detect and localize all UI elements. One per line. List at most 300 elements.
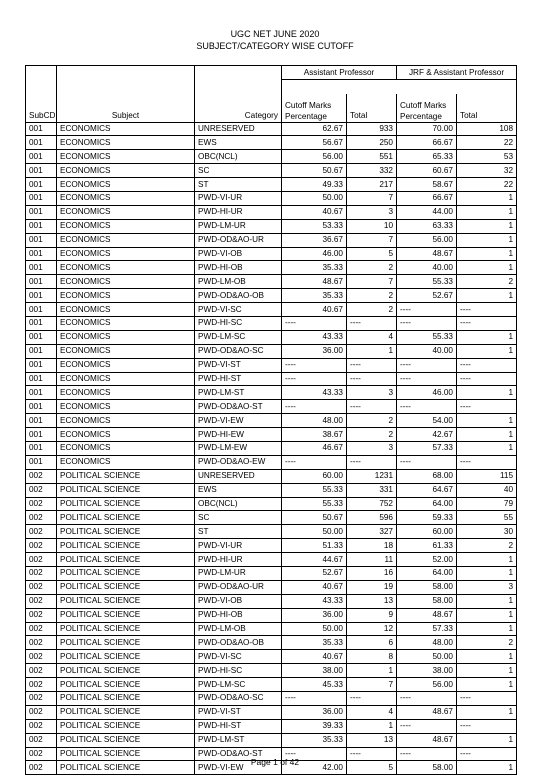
cell-total-ap: 4	[347, 705, 397, 719]
table-row	[26, 414, 517, 428]
cell-category: PWD-VI-OB	[195, 594, 282, 608]
cell-total-jrf: 3	[457, 580, 517, 594]
cell-total-jrf: 1	[457, 678, 517, 692]
table-row	[26, 372, 517, 386]
cell-cutoff-ap: 50.00	[282, 622, 347, 636]
cell-cutoff-jrf: 40.00	[397, 344, 457, 358]
cell-subcd: 001	[26, 205, 57, 219]
cell-subject: ECONOMICS	[57, 330, 195, 344]
cell-subject: ECONOMICS	[57, 247, 195, 261]
table-row	[26, 719, 517, 733]
cell-subject: POLITICAL SCIENCE	[57, 469, 195, 483]
cell-cutoff-jrf: 48.67	[397, 247, 457, 261]
cell-cutoff-jrf: ----	[397, 692, 457, 706]
cell-cutoff-jrf: 50.00	[397, 650, 457, 664]
cell-subcd: 002	[26, 719, 57, 733]
cell-total-ap: 7	[347, 233, 397, 247]
cell-subject: POLITICAL SCIENCE	[57, 497, 195, 511]
cell-total-ap: 7	[347, 678, 397, 692]
cell-subject: POLITICAL SCIENCE	[57, 650, 195, 664]
cell-cutoff-jrf: 64.00	[397, 567, 457, 581]
cell-total-ap: 7	[347, 191, 397, 205]
cell-total-jrf: 1	[457, 733, 517, 747]
column-header-cutoff-ap: Cutoff Marks Percentage	[282, 94, 347, 122]
column-header-category: Category	[195, 94, 282, 122]
cell-subcd: 002	[26, 483, 57, 497]
cell-total-jrf: 30	[457, 525, 517, 539]
cell-total-jrf: 1	[457, 233, 517, 247]
cell-total-jrf: ----	[457, 747, 517, 761]
cell-cutoff-ap: 43.33	[282, 330, 347, 344]
cell-total-ap: 12	[347, 622, 397, 636]
cell-subject: POLITICAL SCIENCE	[57, 719, 195, 733]
cell-subject: ECONOMICS	[57, 275, 195, 289]
cell-total-jrf: ----	[457, 303, 517, 317]
cell-total-ap: ----	[347, 316, 397, 330]
cell-category: PWD-LM-ST	[195, 733, 282, 747]
cell-subcd: 002	[26, 733, 57, 747]
cell-cutoff-ap: 38.00	[282, 664, 347, 678]
cell-total-jrf: 1	[457, 261, 517, 275]
cell-total-ap: 2	[347, 261, 397, 275]
cell-cutoff-jrf: 60.00	[397, 525, 457, 539]
cell-cutoff-ap: 43.33	[282, 386, 347, 400]
cell-total-jrf: 108	[457, 122, 517, 136]
cell-category: PWD-HI-UR	[195, 205, 282, 219]
cell-category: ST	[195, 525, 282, 539]
cell-total-jrf: 2	[457, 539, 517, 553]
table-row	[26, 636, 517, 650]
table-row	[26, 692, 517, 706]
column-header-cutoff-jrf: Cutoff Marks Percentage	[397, 94, 457, 122]
table-row	[26, 511, 517, 525]
cell-total-ap: 2	[347, 428, 397, 442]
table-row	[26, 136, 517, 150]
cell-subcd: 002	[26, 678, 57, 692]
cell-cutoff-ap: 38.67	[282, 428, 347, 442]
page-footer: Page 1 of 42	[250, 757, 300, 767]
cell-subcd: 001	[26, 233, 57, 247]
cell-category: PWD-HI-SC	[195, 316, 282, 330]
cell-total-jrf: 1	[457, 219, 517, 233]
cell-subcd: 001	[26, 386, 57, 400]
cell-total-ap: 327	[347, 525, 397, 539]
header-spacer	[195, 66, 282, 95]
cell-category: PWD-VI-UR	[195, 191, 282, 205]
cell-cutoff-jrf: 57.33	[397, 622, 457, 636]
cell-total-jrf: 1	[457, 441, 517, 455]
cell-cutoff-ap: 40.67	[282, 580, 347, 594]
table-row	[26, 580, 517, 594]
header-spacer	[282, 80, 517, 95]
cell-total-ap: 3	[347, 205, 397, 219]
cell-subcd: 001	[26, 316, 57, 330]
table-row	[26, 261, 517, 275]
cell-cutoff-jrf: 64.00	[397, 497, 457, 511]
cell-category: PWD-HI-ST	[195, 372, 282, 386]
cell-subcd: 002	[26, 622, 57, 636]
cell-cutoff-jrf: 65.33	[397, 150, 457, 164]
cell-subject: POLITICAL SCIENCE	[57, 553, 195, 567]
cell-subject: POLITICAL SCIENCE	[57, 692, 195, 706]
cell-subcd: 002	[26, 636, 57, 650]
table-row	[26, 664, 517, 678]
cell-cutoff-jrf: ----	[397, 358, 457, 372]
cell-total-jrf: ----	[457, 719, 517, 733]
cell-cutoff-ap: 55.33	[282, 497, 347, 511]
cell-subcd: 002	[26, 580, 57, 594]
cell-cutoff-ap: 50.67	[282, 164, 347, 178]
document-subtitle: SUBJECT/CATEGORY WISE CUTOFF	[196, 41, 354, 51]
cell-category: PWD-OD&AO-SC	[195, 344, 282, 358]
cell-subject: ECONOMICS	[57, 441, 195, 455]
cell-cutoff-jrf: 70.00	[397, 122, 457, 136]
cell-total-ap: 933	[347, 122, 397, 136]
cell-total-ap: ----	[347, 358, 397, 372]
cell-category: PWD-LM-SC	[195, 678, 282, 692]
cell-total-ap: 16	[347, 567, 397, 581]
header-spacer	[57, 66, 195, 95]
cell-total-ap: 551	[347, 150, 397, 164]
table-row	[26, 469, 517, 483]
cell-cutoff-jrf: 46.00	[397, 386, 457, 400]
cell-cutoff-jrf: 58.00	[397, 580, 457, 594]
cell-total-jrf: 40	[457, 483, 517, 497]
cutoff-table	[25, 65, 517, 775]
cell-subject: ECONOMICS	[57, 400, 195, 414]
cell-category: EWS	[195, 136, 282, 150]
cell-cutoff-jrf: 57.33	[397, 441, 457, 455]
cell-cutoff-ap: 35.33	[282, 733, 347, 747]
cell-cutoff-ap: 51.33	[282, 539, 347, 553]
cell-subject: POLITICAL SCIENCE	[57, 539, 195, 553]
table-row	[26, 386, 517, 400]
cell-category: PWD-LM-EW	[195, 441, 282, 455]
cell-cutoff-jrf: 68.00	[397, 469, 457, 483]
table-row	[26, 622, 517, 636]
cell-cutoff-jrf: 58.67	[397, 178, 457, 192]
table-row	[26, 428, 517, 442]
cell-cutoff-ap: 56.00	[282, 150, 347, 164]
cell-category: PWD-OD&AO-OB	[195, 636, 282, 650]
cell-cutoff-jrf: 48.67	[397, 733, 457, 747]
cell-total-jrf: ----	[457, 316, 517, 330]
cell-cutoff-ap: ----	[282, 316, 347, 330]
cell-cutoff-ap: 62.67	[282, 122, 347, 136]
cell-subcd: 001	[26, 455, 57, 469]
cell-total-ap: 18	[347, 539, 397, 553]
cell-subject: POLITICAL SCIENCE	[57, 525, 195, 539]
cell-category: ST	[195, 178, 282, 192]
cell-subject: ECONOMICS	[57, 303, 195, 317]
cell-subject: ECONOMICS	[57, 358, 195, 372]
cell-subject: POLITICAL SCIENCE	[57, 636, 195, 650]
cell-category: PWD-VI-SC	[195, 303, 282, 317]
cell-category: PWD-OD&AO-SC	[195, 692, 282, 706]
cell-category: SC	[195, 511, 282, 525]
cell-subcd: 002	[26, 692, 57, 706]
cell-total-ap: 5	[347, 247, 397, 261]
cell-total-jrf: 1	[457, 622, 517, 636]
document-title: UGC NET JUNE 2020	[230, 29, 320, 39]
cell-cutoff-jrf: 56.00	[397, 233, 457, 247]
cell-subcd: 002	[26, 469, 57, 483]
cell-cutoff-jrf: 61.33	[397, 539, 457, 553]
cell-category: OBC(NCL)	[195, 497, 282, 511]
table-row	[26, 164, 517, 178]
cell-category: SC	[195, 164, 282, 178]
cell-subcd: 001	[26, 372, 57, 386]
cell-total-jrf: 115	[457, 469, 517, 483]
table-row	[26, 303, 517, 317]
cell-subcd: 002	[26, 594, 57, 608]
cell-cutoff-ap: 56.67	[282, 136, 347, 150]
cell-category: PWD-HI-EW	[195, 428, 282, 442]
cell-cutoff-ap: 35.33	[282, 261, 347, 275]
cell-subject: POLITICAL SCIENCE	[57, 705, 195, 719]
cell-subcd: 001	[26, 275, 57, 289]
cell-cutoff-jrf: 63.33	[397, 219, 457, 233]
cell-cutoff-jrf: 66.67	[397, 191, 457, 205]
cell-total-jrf: ----	[457, 692, 517, 706]
cell-cutoff-jrf: 52.67	[397, 289, 457, 303]
cell-total-ap: 752	[347, 497, 397, 511]
cell-subcd: 002	[26, 761, 57, 775]
cell-cutoff-jrf: 59.33	[397, 511, 457, 525]
cell-category: PWD-VI-SC	[195, 650, 282, 664]
header-spacer	[26, 66, 57, 95]
cell-subject: ECONOMICS	[57, 233, 195, 247]
cell-total-jrf: 22	[457, 136, 517, 150]
cell-total-jrf: 1	[457, 247, 517, 261]
cell-subcd: 001	[26, 122, 57, 136]
table-row	[26, 122, 517, 136]
cell-cutoff-ap: 48.00	[282, 414, 347, 428]
cell-subcd: 001	[26, 219, 57, 233]
table-row	[26, 553, 517, 567]
cell-subject: ECONOMICS	[57, 455, 195, 469]
cell-subject: ECONOMICS	[57, 316, 195, 330]
cell-subcd: 001	[26, 303, 57, 317]
cell-total-jrf: 2	[457, 636, 517, 650]
cell-subject: ECONOMICS	[57, 261, 195, 275]
cell-total-ap: 13	[347, 733, 397, 747]
cell-total-ap: 3	[347, 441, 397, 455]
cell-subcd: 001	[26, 414, 57, 428]
cell-category: PWD-VI-ST	[195, 705, 282, 719]
cell-total-jrf: 79	[457, 497, 517, 511]
cell-subcd: 001	[26, 400, 57, 414]
cell-total-ap: 6	[347, 636, 397, 650]
cell-category: PWD-HI-UR	[195, 553, 282, 567]
table-row	[26, 316, 517, 330]
cell-subject: POLITICAL SCIENCE	[57, 511, 195, 525]
table-row	[26, 733, 517, 747]
cell-subcd: 001	[26, 428, 57, 442]
table-row	[26, 178, 517, 192]
cell-cutoff-ap: ----	[282, 455, 347, 469]
cell-subcd: 001	[26, 289, 57, 303]
cell-subject: POLITICAL SCIENCE	[57, 678, 195, 692]
table-row	[26, 539, 517, 553]
table-row	[26, 594, 517, 608]
table-row	[26, 219, 517, 233]
cell-total-ap: 5	[347, 761, 397, 775]
cell-subject: POLITICAL SCIENCE	[57, 483, 195, 497]
cell-subcd: 001	[26, 150, 57, 164]
cell-total-ap: 2	[347, 303, 397, 317]
cell-total-jrf: 1	[457, 553, 517, 567]
cell-subcd: 002	[26, 608, 57, 622]
cell-total-jrf: 1	[457, 664, 517, 678]
table-row	[26, 497, 517, 511]
cell-cutoff-jrf: 64.67	[397, 483, 457, 497]
cell-cutoff-ap: 48.67	[282, 275, 347, 289]
cell-total-jrf: 1	[457, 608, 517, 622]
cell-category: PWD-VI-ST	[195, 358, 282, 372]
cell-cutoff-jrf: 56.00	[397, 678, 457, 692]
cell-cutoff-ap: 40.67	[282, 303, 347, 317]
table-row	[26, 344, 517, 358]
cell-cutoff-ap: ----	[282, 692, 347, 706]
cell-total-jrf: 1	[457, 567, 517, 581]
cell-total-ap: 4	[347, 330, 397, 344]
cell-cutoff-jrf: 52.00	[397, 553, 457, 567]
cell-cutoff-jrf: ----	[397, 400, 457, 414]
cell-subcd: 001	[26, 136, 57, 150]
cell-subject: POLITICAL SCIENCE	[57, 567, 195, 581]
cell-subject: ECONOMICS	[57, 164, 195, 178]
cell-subject: POLITICAL SCIENCE	[57, 747, 195, 761]
cell-cutoff-ap: 55.33	[282, 483, 347, 497]
cell-subject: ECONOMICS	[57, 191, 195, 205]
cell-subcd: 001	[26, 358, 57, 372]
table-row	[26, 233, 517, 247]
cell-subcd: 002	[26, 553, 57, 567]
cell-subcd: 002	[26, 567, 57, 581]
cell-cutoff-jrf: 58.00	[397, 594, 457, 608]
cell-cutoff-jrf: 54.00	[397, 414, 457, 428]
cell-total-jrf: 1	[457, 414, 517, 428]
cell-category: PWD-LM-OB	[195, 275, 282, 289]
cell-total-ap: ----	[347, 400, 397, 414]
cell-total-ap: 3	[347, 386, 397, 400]
table-row	[26, 400, 517, 414]
cell-subcd: 002	[26, 511, 57, 525]
cell-cutoff-ap: 50.00	[282, 525, 347, 539]
cell-total-ap: 19	[347, 580, 397, 594]
cell-cutoff-jrf: 48.67	[397, 608, 457, 622]
cell-total-ap: 1	[347, 719, 397, 733]
cell-total-ap: ----	[347, 747, 397, 761]
cell-cutoff-ap: 46.67	[282, 441, 347, 455]
cell-subject: POLITICAL SCIENCE	[57, 594, 195, 608]
column-header-total-ap: Total	[347, 94, 397, 122]
cell-total-ap: 11	[347, 553, 397, 567]
cell-total-jrf: 1	[457, 705, 517, 719]
cell-cutoff-jrf: 42.67	[397, 428, 457, 442]
cell-subcd: 002	[26, 539, 57, 553]
cell-cutoff-jrf: 60.67	[397, 164, 457, 178]
cell-cutoff-ap: 43.33	[282, 594, 347, 608]
cell-total-ap: ----	[347, 455, 397, 469]
cell-cutoff-jrf: 40.00	[397, 261, 457, 275]
cell-category: PWD-LM-UR	[195, 219, 282, 233]
cell-subject: POLITICAL SCIENCE	[57, 608, 195, 622]
cell-cutoff-ap: 53.33	[282, 219, 347, 233]
cell-category: PWD-LM-OB	[195, 622, 282, 636]
cell-cutoff-ap: 35.33	[282, 289, 347, 303]
cell-cutoff-ap: 44.67	[282, 553, 347, 567]
cell-total-jrf: 1	[457, 330, 517, 344]
cell-cutoff-ap: 50.67	[282, 511, 347, 525]
cell-total-jrf: 1	[457, 344, 517, 358]
cell-category: UNRESERVED	[195, 469, 282, 483]
cell-category: PWD-HI-SC	[195, 664, 282, 678]
table-body	[26, 122, 517, 775]
cell-cutoff-ap: 36.00	[282, 344, 347, 358]
cell-category: PWD-OD&AO-UR	[195, 580, 282, 594]
cell-total-jrf: 2	[457, 275, 517, 289]
cell-category: PWD-LM-UR	[195, 567, 282, 581]
cell-category: PWD-VI-EW	[195, 414, 282, 428]
table-row	[26, 275, 517, 289]
cell-cutoff-jrf: 55.33	[397, 330, 457, 344]
cell-subcd: 002	[26, 705, 57, 719]
cell-subcd: 001	[26, 441, 57, 455]
cell-subcd: 002	[26, 497, 57, 511]
cell-category: PWD-OD&AO-UR	[195, 233, 282, 247]
cell-subject: ECONOMICS	[57, 205, 195, 219]
cell-total-ap: 2	[347, 289, 397, 303]
cell-category: OBC(NCL)	[195, 150, 282, 164]
cell-category: PWD-HI-OB	[195, 608, 282, 622]
cell-subject: POLITICAL SCIENCE	[57, 580, 195, 594]
cell-subcd: 001	[26, 178, 57, 192]
cell-subject: ECONOMICS	[57, 136, 195, 150]
cell-subject: POLITICAL SCIENCE	[57, 622, 195, 636]
cell-total-ap: 331	[347, 483, 397, 497]
cell-cutoff-jrf: ----	[397, 455, 457, 469]
table-row	[26, 205, 517, 219]
cell-category: UNRESERVED	[195, 122, 282, 136]
cell-cutoff-ap: ----	[282, 372, 347, 386]
cell-total-jrf: 1	[457, 191, 517, 205]
cell-cutoff-ap: 60.00	[282, 469, 347, 483]
cell-subcd: 002	[26, 664, 57, 678]
cell-subject: ECONOMICS	[57, 219, 195, 233]
cell-subject: ECONOMICS	[57, 386, 195, 400]
cell-category: PWD-VI-EW	[195, 761, 282, 775]
cell-total-jrf: 53	[457, 150, 517, 164]
cell-total-ap: 1	[347, 344, 397, 358]
cell-total-jrf: 1	[457, 761, 517, 775]
cell-subcd: 001	[26, 191, 57, 205]
cell-category: PWD-LM-ST	[195, 386, 282, 400]
cell-category: PWD-OD&AO-EW	[195, 455, 282, 469]
cell-subcd: 002	[26, 747, 57, 761]
cell-total-jrf: 1	[457, 650, 517, 664]
group-header-assistant-professor: Assistant Professor	[282, 66, 397, 80]
cell-total-ap: 1	[347, 664, 397, 678]
cell-subcd: 001	[26, 330, 57, 344]
cell-total-jrf: 1	[457, 428, 517, 442]
cell-total-jrf: 1	[457, 594, 517, 608]
cell-subcd: 002	[26, 650, 57, 664]
cell-cutoff-jrf: 58.00	[397, 761, 457, 775]
group-header-jrf: JRF & Assistant Professor	[397, 66, 517, 80]
cell-total-ap: 9	[347, 608, 397, 622]
